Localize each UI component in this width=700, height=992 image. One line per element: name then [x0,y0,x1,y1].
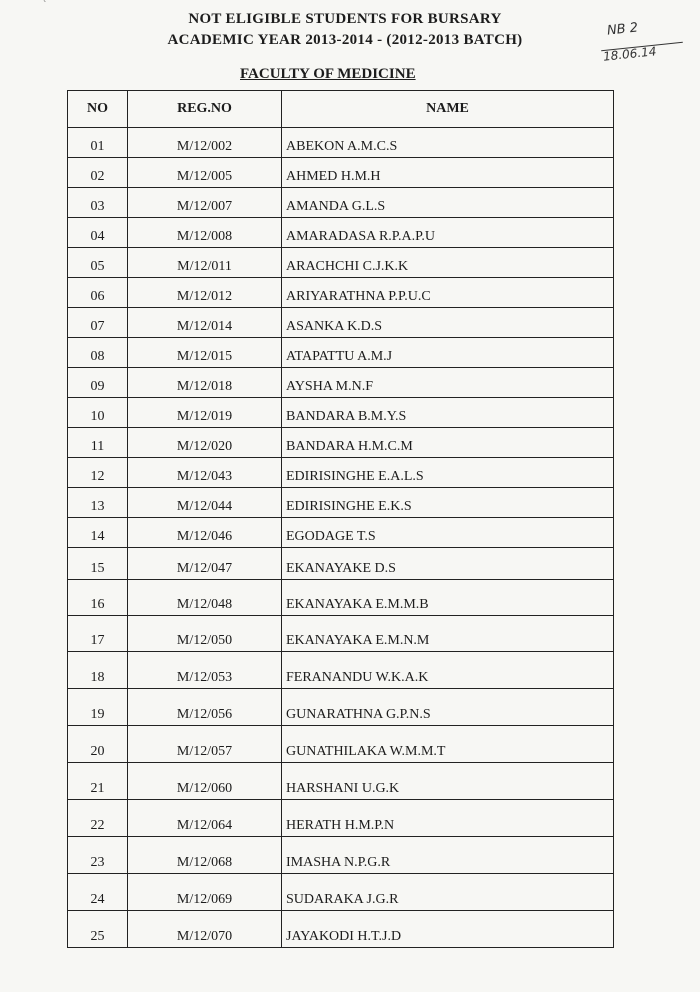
name-cell: ARIYARATHNA P.P.U.C [282,278,614,308]
no-cell: 11 [68,428,128,458]
name-cell: GUNARATHNA G.P.N.S [282,689,614,726]
name-cell: EKANAYAKE D.S [282,548,614,580]
name-cell: EGODAGE T.S [282,518,614,548]
name-cell: AYSHA M.N.F [282,368,614,398]
name-cell: BANDARA H.M.C.M [282,428,614,458]
regno-cell: M/12/056 [128,689,282,726]
no-cell: 18 [68,652,128,689]
table-row [68,308,614,338]
no-cell: 25 [68,911,128,948]
handwritten-note-top: NB 2 [606,20,639,39]
no-cell: 05 [68,248,128,278]
table-row [68,548,614,580]
name-cell: ABEKON A.M.C.S [282,128,614,158]
no-cell: 19 [68,689,128,726]
table-body [68,128,614,948]
no-cell: 17 [68,616,128,652]
regno-cell: M/12/007 [128,188,282,218]
table-row [68,458,614,488]
regno-cell: M/12/043 [128,458,282,488]
regno-cell: M/12/014 [128,308,282,338]
table-row [68,837,614,874]
document-title-line2: ACADEMIC YEAR 2013-2014 - (2012-2013 BATCH) [167,32,523,48]
name-cell: BANDARA B.M.Y.S [282,398,614,428]
table-row [68,616,614,652]
faculty-heading: FACULTY OF MEDICINE [240,66,416,82]
handwritten-note-date: 18.06.14 [602,44,658,64]
table-row [68,368,614,398]
name-cell: ATAPATTU A.M.J [282,338,614,368]
no-cell: 10 [68,398,128,428]
name-cell: AHMED H.M.H [282,158,614,188]
table-row [68,726,614,763]
table-row [68,488,614,518]
column-header-no: NO [68,91,128,128]
no-cell: 03 [68,188,128,218]
no-cell: 13 [68,488,128,518]
table-row [68,428,614,458]
name-cell: GUNATHILAKA W.M.M.T [282,726,614,763]
regno-cell: M/12/019 [128,398,282,428]
name-cell: IMASHA N.P.G.R [282,837,614,874]
regno-cell: M/12/064 [128,800,282,837]
regno-cell: M/12/002 [128,128,282,158]
no-cell: 20 [68,726,128,763]
no-cell: 16 [68,580,128,616]
no-cell: 09 [68,368,128,398]
regno-cell: M/12/018 [128,368,282,398]
regno-cell: M/12/044 [128,488,282,518]
name-cell: EKANAYAKA E.M.M.B [282,580,614,616]
no-cell: 22 [68,800,128,837]
regno-cell: M/12/015 [128,338,282,368]
name-cell: EKANAYAKA E.M.N.M [282,616,614,652]
regno-cell: M/12/008 [128,218,282,248]
table-row [68,128,614,158]
table-row [68,158,614,188]
regno-cell: M/12/070 [128,911,282,948]
table-row [68,248,614,278]
table-row [68,218,614,248]
name-cell: ASANKA K.D.S [282,308,614,338]
regno-cell: M/12/048 [128,580,282,616]
column-header-name: NAME [282,91,614,128]
regno-cell: M/12/012 [128,278,282,308]
no-cell: 23 [68,837,128,874]
students-table [67,90,614,948]
no-cell: 07 [68,308,128,338]
no-cell: 02 [68,158,128,188]
name-cell: AMANDA G.L.S [282,188,614,218]
regno-cell: M/12/068 [128,837,282,874]
regno-cell: M/12/060 [128,763,282,800]
no-cell: 21 [68,763,128,800]
scan-mark: ` [43,0,47,11]
no-cell: 06 [68,278,128,308]
table-row [68,652,614,689]
name-cell: ARACHCHI C.J.K.K [282,248,614,278]
name-cell: HERATH H.M.P.N [282,800,614,837]
table-header-row [68,91,614,128]
table-row [68,911,614,948]
regno-cell: M/12/020 [128,428,282,458]
regno-cell: M/12/005 [128,158,282,188]
column-header-regno: REG.NO [128,91,282,128]
table-row [68,278,614,308]
table-row [68,689,614,726]
table-row [68,763,614,800]
document-title-line1: NOT ELIGIBLE STUDENTS FOR BURSARY [188,11,502,27]
no-cell: 01 [68,128,128,158]
no-cell: 12 [68,458,128,488]
name-cell: EDIRISINGHE E.K.S [282,488,614,518]
name-cell: FERANANDU W.K.A.K [282,652,614,689]
table-row [68,874,614,911]
table-row [68,188,614,218]
regno-cell: M/12/047 [128,548,282,580]
table-row [68,800,614,837]
regno-cell: M/12/053 [128,652,282,689]
regno-cell: M/12/050 [128,616,282,652]
handwritten-annotation [595,22,700,72]
table-row [68,338,614,368]
name-cell: EDIRISINGHE E.A.L.S [282,458,614,488]
no-cell: 15 [68,548,128,580]
regno-cell: M/12/057 [128,726,282,763]
name-cell: JAYAKODI H.T.J.D [282,911,614,948]
regno-cell: M/12/046 [128,518,282,548]
no-cell: 14 [68,518,128,548]
name-cell: SUDARAKA J.G.R [282,874,614,911]
no-cell: 24 [68,874,128,911]
table-row [68,518,614,548]
name-cell: HARSHANI U.G.K [282,763,614,800]
table-row [68,580,614,616]
regno-cell: M/12/011 [128,248,282,278]
table-row [68,398,614,428]
no-cell: 04 [68,218,128,248]
regno-cell: M/12/069 [128,874,282,911]
no-cell: 08 [68,338,128,368]
name-cell: AMARADASA R.P.A.P.U [282,218,614,248]
